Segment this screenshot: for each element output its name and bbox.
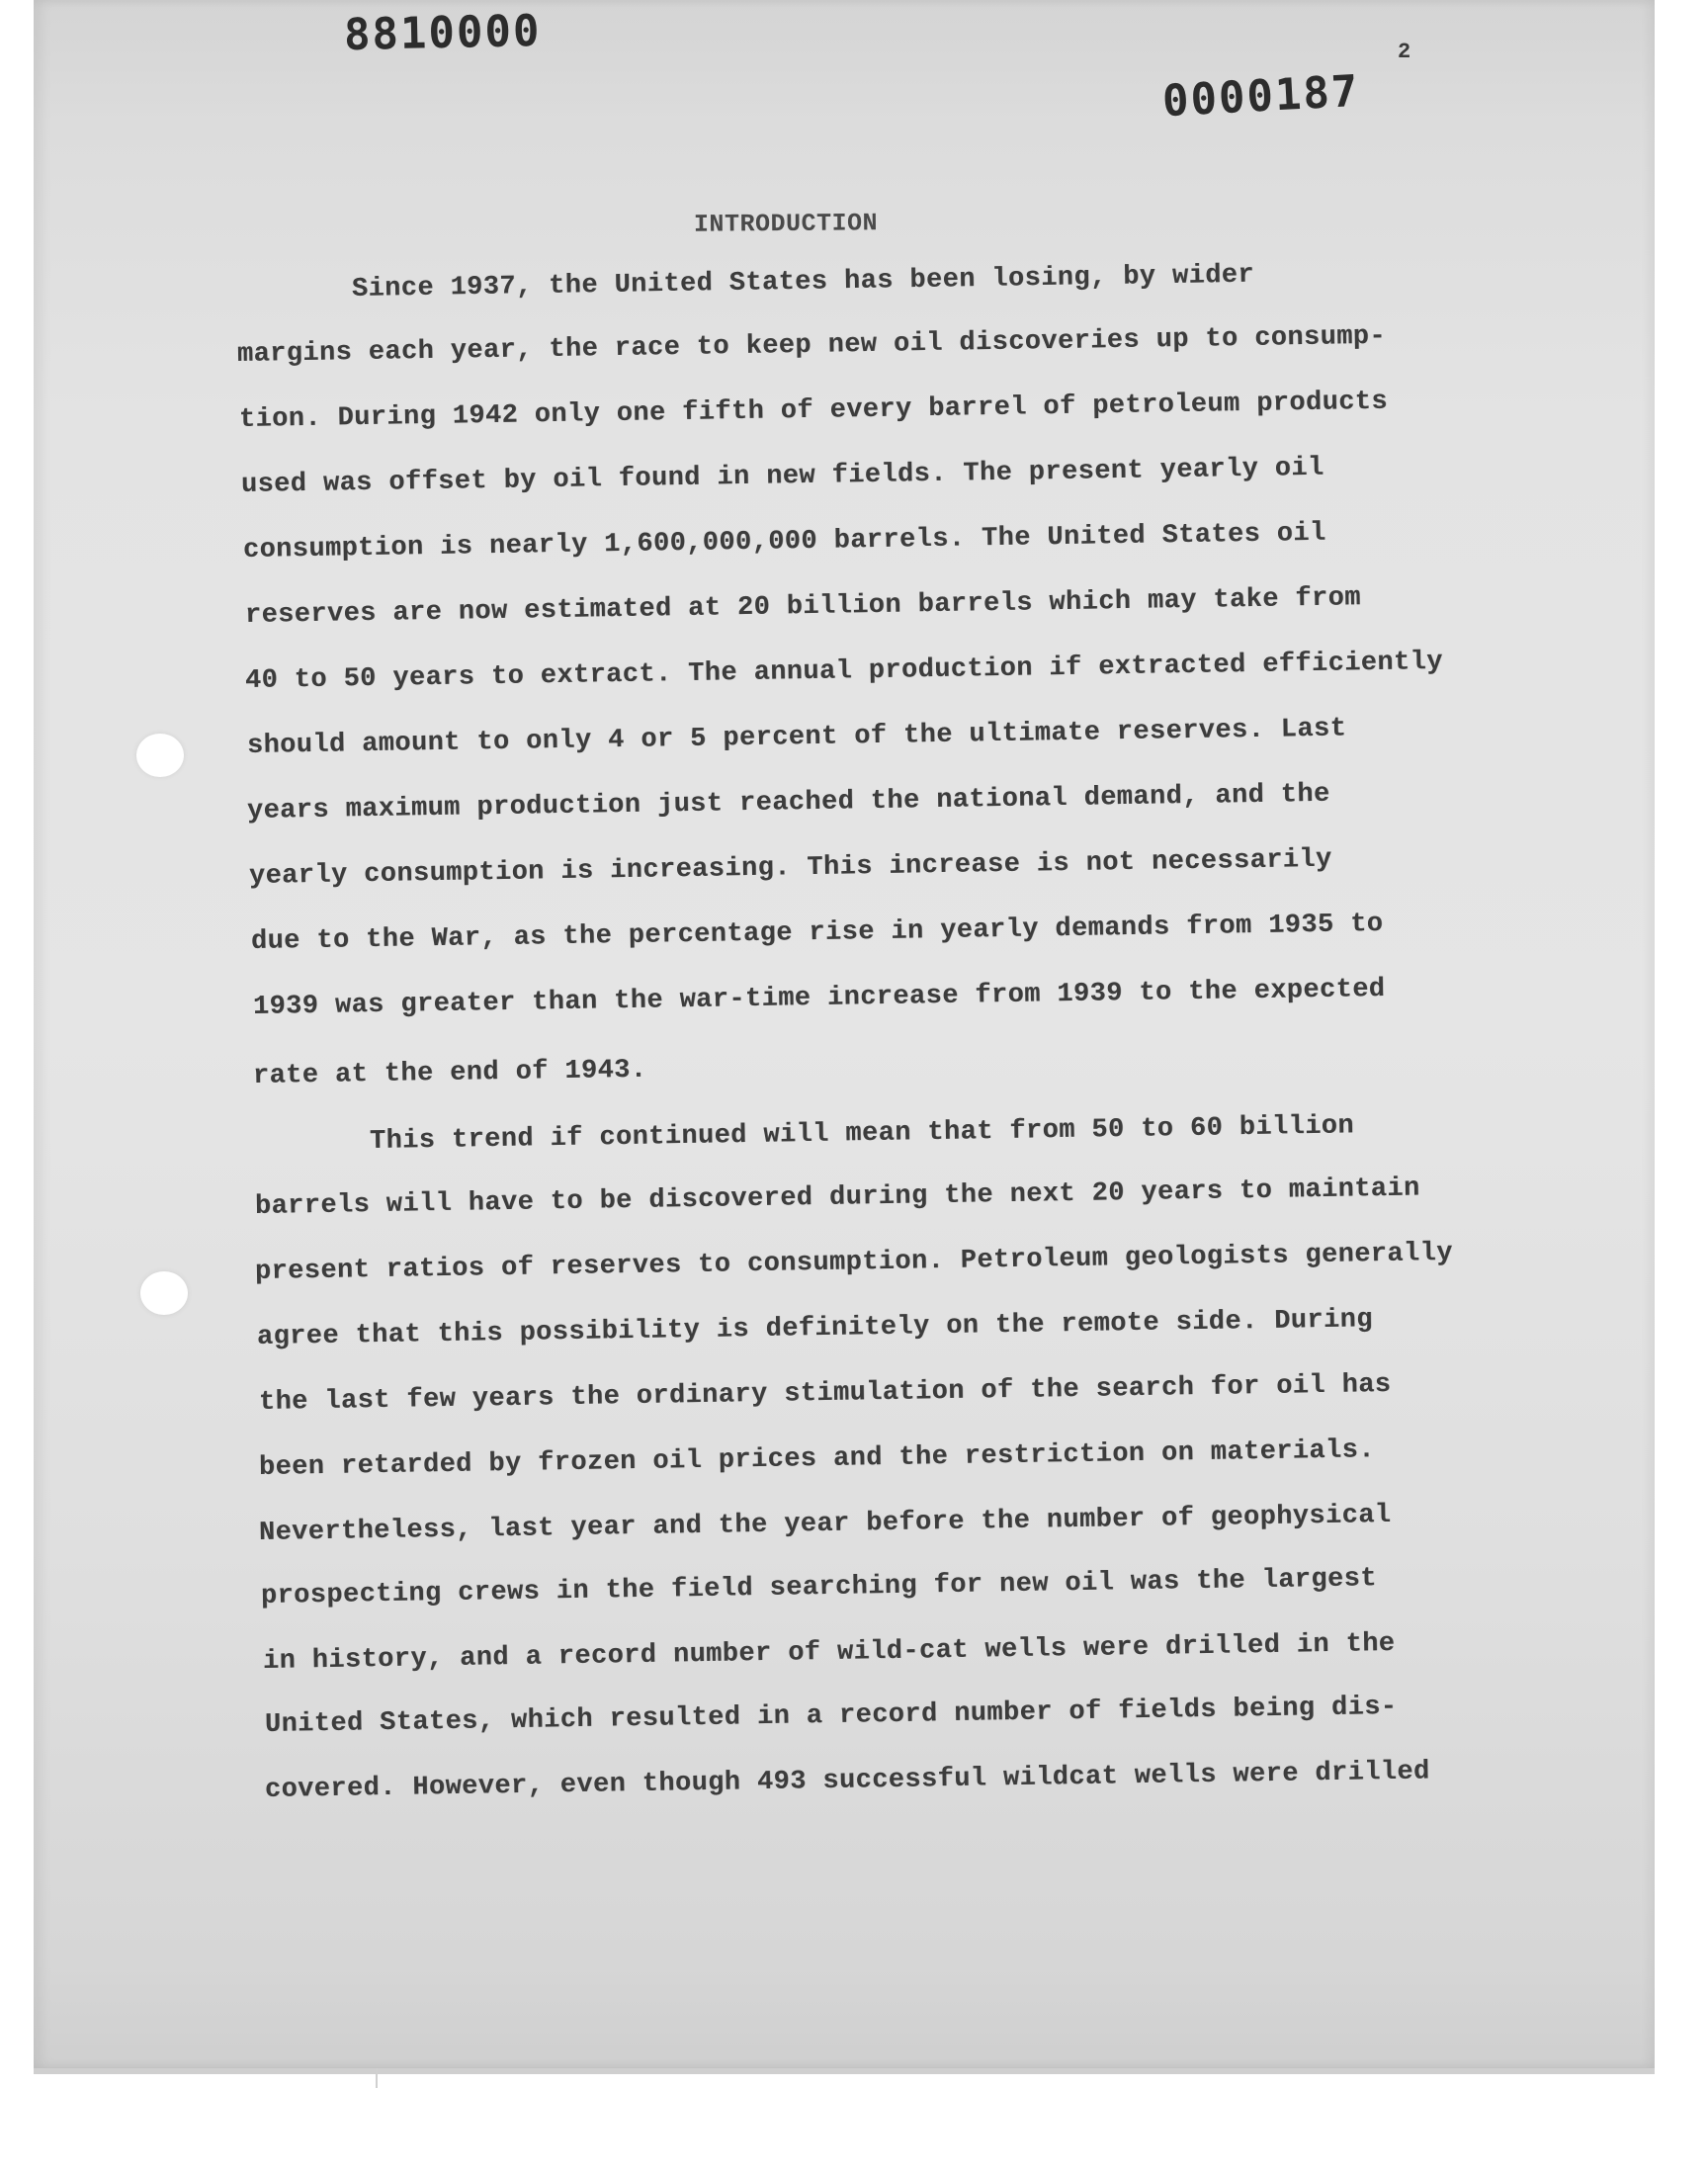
- body-line: Nevertheless, last year and the year before the number of geophysical: [258, 1501, 1392, 1548]
- body-line: This trend if continued will mean that from 50 to 60 billion: [369, 1111, 1355, 1157]
- body-line: due to the War, as the percentage rise in yearly demands from 1935 to: [250, 910, 1384, 957]
- document-number-top: 8810000: [343, 5, 542, 61]
- page-number: 2: [1398, 40, 1411, 64]
- body-line: reserves are now estimated at 20 billion barrels which may take from: [244, 583, 1362, 631]
- body-line: 1939 was greater than the war-time increase from 1939 to the expected: [252, 975, 1386, 1022]
- body-line: barrels will have to be discovered during the next 20 years to maintain: [254, 1174, 1420, 1222]
- punch-hole-lower: [140, 1271, 188, 1315]
- body-line: been retarded by frozen oil prices and the restriction on materials.: [258, 1436, 1376, 1483]
- body-line: in history, and a record number of wild-cat wells were drilled in the: [262, 1629, 1396, 1677]
- punch-hole-upper: [136, 734, 184, 777]
- body-line: United States, which resulted in a record number of fields being dis-: [264, 1693, 1398, 1740]
- body-line: years maximum production just reached the national demand, and the: [246, 779, 1330, 826]
- body-line: rate at the end of 1943.: [252, 1055, 647, 1091]
- body-line: used was offset by oil found in new fields. The present yearly oil: [240, 453, 1324, 500]
- body-line: present ratios of reserves to consumption. Petroleum geologists generally: [254, 1238, 1454, 1287]
- body-line: prospecting crews in the field searching for new oil was the largest: [260, 1564, 1378, 1611]
- body-line: yearly consumption is increasing. This increase is not necessarily: [248, 844, 1332, 892]
- body-line: agree that this possibility is definitely on the remote side. During: [256, 1305, 1374, 1352]
- body-line: margins each year, the race to keep new oil discoveries up to consump-: [236, 321, 1387, 370]
- document-number-stamp: 0000187: [1160, 65, 1361, 128]
- section-title: INTRODUCTION: [693, 209, 879, 239]
- fold-line: [376, 2068, 378, 2088]
- paper-bottom-edge: [34, 2068, 1655, 2074]
- body-line: Since 1937, the United States has been losing, by wider: [351, 260, 1255, 304]
- body-line: the last few years the ordinary stimulation of the search for oil has: [258, 1370, 1392, 1418]
- body-line: should amount to only 4 or 5 percent of the ultimate reserves. Last: [246, 714, 1347, 761]
- body-line: covered. However, even though 493 successful wildcat wells were drilled: [264, 1757, 1430, 1805]
- body-line: consumption is nearly 1,600,000,000 barrels. The United States oil: [242, 518, 1326, 566]
- body-line: tion. During 1942 only one fifth of every barrel of petroleum products: [238, 387, 1389, 435]
- body-line: 40 to 50 years to extract. The annual production if extracted efficiently: [244, 647, 1444, 696]
